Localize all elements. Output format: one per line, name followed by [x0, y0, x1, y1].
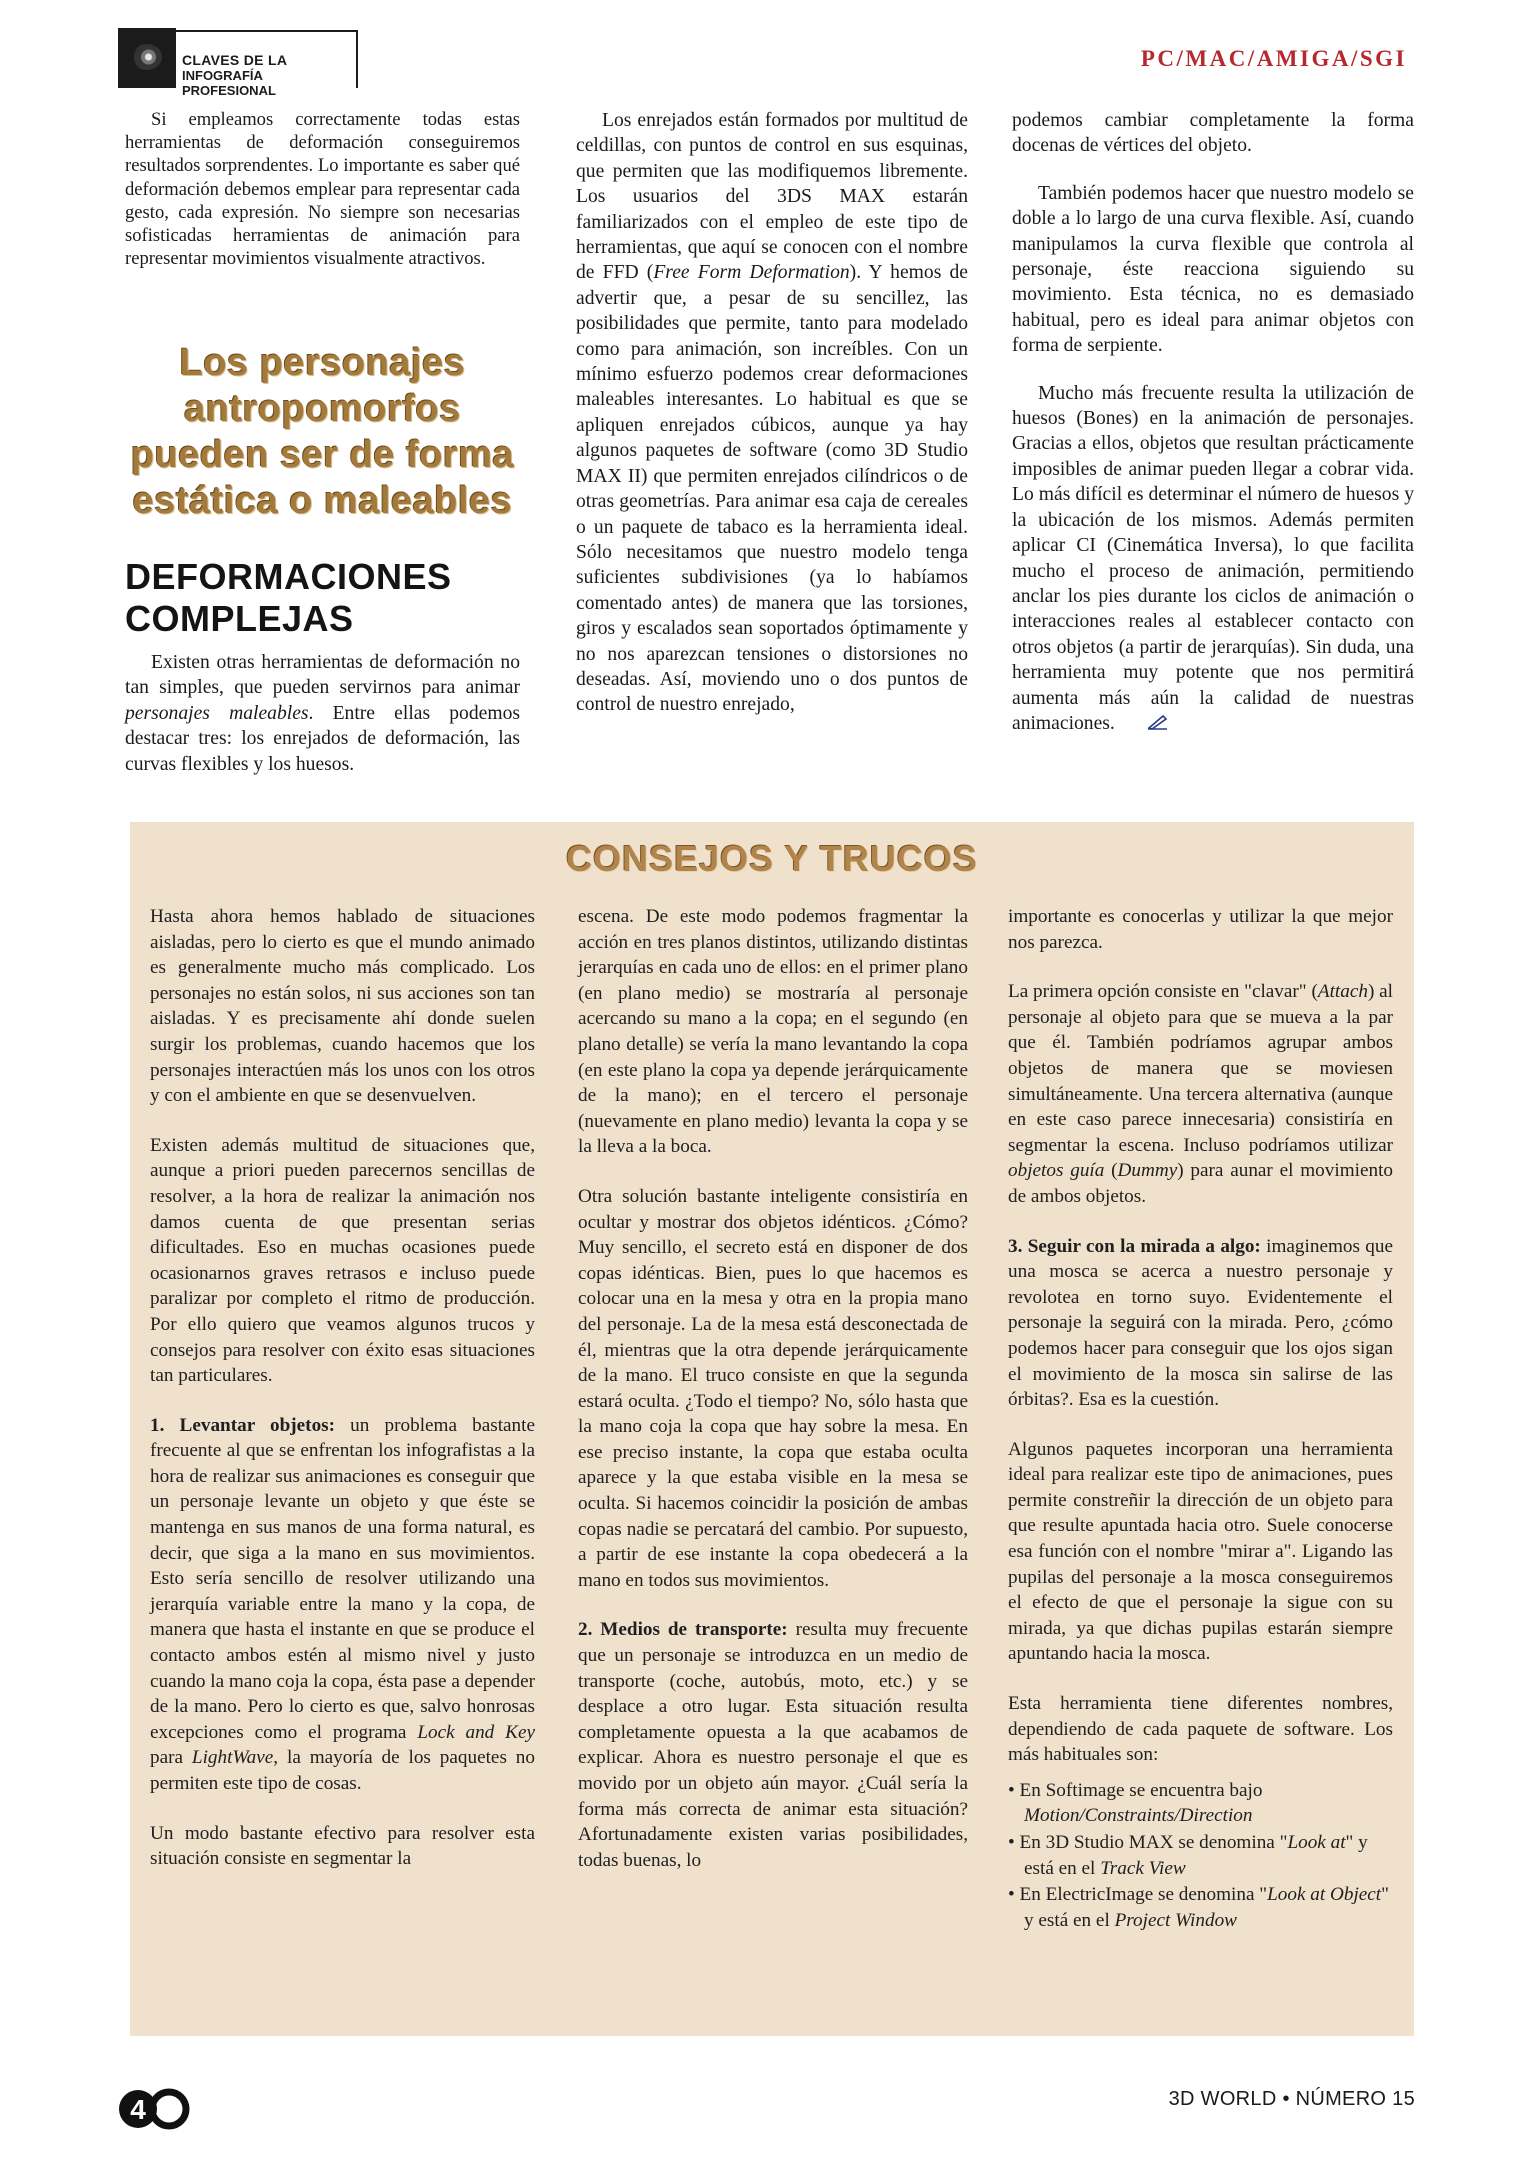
pull-quote: Los personajes antropomorfos pueden ser de forma estática o maleables: [130, 342, 515, 522]
paragraph: 2. Medios de transporte: resulta muy frecuente que un personaje se introduzca en un medio de transporte (coche, autobús, moto, etc.) y se desplace a otro lugar. Esta situación resulta completamente opuesta a la que acabamos de explicar. Ahora es nuestro personaje el que es movido por un objeto aún mayor. ¿Cuál sería la forma más correcta de animar esta situación? Afortunadamente existen varias posibilidades, todas buenas, lo: [578, 1619, 969, 1871]
page-number: [118, 2082, 190, 2136]
pen-end-mark-icon: [1121, 712, 1169, 737]
article-column-1-continued: [125, 650, 520, 799]
section-logo: [118, 28, 358, 98]
paragraph: Mucho más frecuente resulta la utilización de huesos (Bones) en la animación de personajes. Gracias a ellos, objetos que resultan prácticamente imposibles de animar pueden llegar a cobrar vida. Lo más difícil es determinar el número de huesos y la ubicación de los mismos. Además permiten aplicar CI (Cinemática Inversa), lo que facilita mucho el proceso de animación, permitiendo anclar los pies durante los ciclos de animación o interacciones reales al establecer contacto con otros objetos (a partir de jerarquías). Sin duda, una herramienta muy potente que nos permitirá aumenta más aún la calidad de nuestras animaciones.: [1012, 381, 1414, 737]
paragraph: importante es conocerlas y utilizar la que mejor nos parezca.: [1008, 906, 1393, 953]
software-list: [1008, 1778, 1393, 1934]
logo-eye-icon: [118, 28, 176, 88]
tips-title: CONSEJOS Y TRUCOS: [566, 838, 978, 879]
paragraph: Existen además multitud de situaciones que, aunque a priori pueden parecernos sencillas de resolver, a la hora de realizar la animación nos damos cuenta de que presentan serias dificultades. Eso en muchas ocasiones puede ocasionarnos graves retrasos e incluso puede paralizar por completo el ritmo de producción. Por ello quiero que veamos algunos trucos y consejos para resolver con éxito esas situaciones tan particulares.: [150, 1134, 535, 1387]
article-column-3: [1012, 108, 1414, 759]
paragraph: escena. De este modo podemos fragmentar la acción en tres planos distintos, utilizando distintas jerarquías en cada uno de ellos: en el primer plano (en plano medio) se mostraría al personaje acercando su mano a la copa; en el segundo (en plano detalle) se vería la mano levantando la copa (en este plano la copa ya depende jerárquicamente de la mano); en el tercero el personaje (nuevamente en plano medio) levanta la copa y se la lleva a la boca.: [578, 906, 968, 1158]
paragraph: Existen otras herramientas de deformación no tan simples, que pueden servirnos para animar personajes maleables. Entre ellas podemos destacar tres: los enrejados de deformación, las curvas flexibles y los huesos.: [125, 652, 520, 775]
logo-line-1: CLAVES DE LA: [182, 52, 288, 68]
paragraph: Los enrejados están formados por multitud de celdillas, con puntos de control en sus esquinas, que permiten que las modifiquemos libremente. Los usuarios del 3DS MAX estarán familiarizados con el empleo de este tipo de herramientas, que aquí se conocen con el nombre de FFD (Free Form Deformation). Y hemos de advertir que, a pesar de su sencillez, las posibilidades que permite, tanto para modelado como para animación, son increíbles. Con un mínimo esfuerzo podemos crear deformaciones maleables interesantes. Lo habitual es que se apliquen enrejados cúbicos, aunque ya hay algunos paquetes de software (como 3D Studio MAX II) que permiten enrejados cilíndricos o de otras geometrías. Para animar esa caja de cereales o un paquete de tabaco es la herramienta ideal. Sólo necesitamos que nuestro modelo tenga suficientes subdivisiones (ya lo habíamos comentado antes) de manera que las torsiones, giros y escalados sean soportados óptimamente y no nos aparezcan tensiones o distorsiones no deseadas. Así, moviendo uno o dos puntos de control de nuestro enrejado,: [576, 110, 968, 716]
tips-column-3: [1008, 904, 1393, 1934]
paragraph: 3. Seguir con la mirada a algo: imaginemos que una mosca se acerca a nuestro personaje y revolotea en torno suyo. Evidentemente el personaje la seguirá con la mirada. Pero, ¿cómo podemos hacer para conseguir que los ojos sigan el movimiento de la mosca sin salirse de las órbitas?. Esa es la cuestión.: [1008, 1235, 1393, 1411]
paragraph: También podemos hacer que nuestro modelo se doble a lo largo de una curva flexible. Así, cuando manipulamos la curva flexible que controla al personaje, éste reacciona siguiendo su movimiento. Esta técnica, no es demasiado habitual, pero es ideal para animar objetos con forma de serpiente.: [1012, 182, 1414, 357]
list-item: • En Softimage se encuentra bajo Motion/Constraints/Direction: [1008, 1778, 1393, 1829]
intro-paragraph: Si empleamos correctamente todas estas herramientas de deformación conseguiremos resultados sorprendentes. Lo importante es saber qué deformación debemos emplear para representar cada gesto, cada expresión. No siempre son necesarias sofisticadas herramientas de animación para representar movimientos visualmente atractivos.: [125, 109, 520, 270]
platforms-label: PC/MAC/AMIGA/SGI: [1140, 46, 1407, 71]
article-column-1: [125, 108, 520, 292]
logo-line-2: INFOGRAFÍA PROFESIONAL: [182, 68, 276, 98]
paragraph: Esta herramienta tiene diferentes nombres, dependiendo de cada paquete de software. Los más habituales son:: [1008, 1693, 1393, 1766]
section-heading: DEFORMACIONES COMPLEJAS: [125, 556, 452, 639]
tips-column-2: [578, 904, 968, 1897]
paragraph: Un modo bastante efectivo para resolver esta situación consiste en segmentar la: [150, 1822, 535, 1870]
paragraph: Otra solución bastante inteligente consistiría en ocultar y mostrar dos objetos idénticos. ¿Cómo? Muy sencillo, el secreto está en disponer de dos copas idénticas. Bien, pues lo que hacemos es colocar una en la mesa y otra en la propia mano del personaje. La de la mesa está desconectada de él, mientras que la otra depende jerárquicamente de la mano. El truco consiste en que la segunda estará oculta. ¿Todo el tiempo? No, sólo hasta que la mano coja la copa que hay sobre la mesa. En ese preciso instante, la copa que estaba oculta aparece y la que estaba visible en la mesa se oculta. Si hacemos coincidir la posición de ambas copas nadie se percatará del cambio. Por supuesto, a partir de ese instante la copa obedecerá a la mano en todos sus movimientos.: [578, 1185, 968, 1591]
magazine-issue: 3D WORLD • NÚMERO 15: [1168, 2088, 1415, 2110]
list-item: • En 3D Studio MAX se denomina "Look at" y está en el Track View: [1008, 1830, 1393, 1881]
list-item: • En ElectricImage se denomina "Look at Object" y está en el Project Window: [1008, 1882, 1393, 1933]
paragraph: La primera opción consiste en "clavar" (Attach) al personaje al objeto para que se mueva a la par que él. También podríamos agrupar ambos objetos de manera que se moviesen simultáneamente. Una tercera alternativa (aunque en este caso parece innecesaria) consistiría en segmentar la escena. Incluso podríamos utilizar objetos guía (Dummy) para aunar el movimiento de ambos objetos.: [1008, 981, 1393, 1207]
paragraph: Hasta ahora hemos hablado de situaciones aisladas, pero lo cierto es que el mundo animado es generalmente mucho más complicado. Los personajes no están solos, ni sus acciones son tan aisladas. Y es precisamente ahí donde suelen surgir los problemas, cuando hacemos que los personajes interactúen más los unos con los otros y con el ambiente en que se desenvuelven.: [150, 906, 535, 1107]
page-number-digit-1: 4: [130, 2094, 146, 2125]
paragraph: podemos cambiar completamente la forma docenas de vértices del objeto.: [1012, 110, 1414, 157]
tips-column-1: [150, 904, 535, 1896]
paragraph: Algunos paquetes incorporan una herramienta ideal para realizar este tipo de animaciones, pues permite constreñir la dirección de un objeto para que resulte apuntada hacia otro. Suele conocerse esa función con el nombre "mirar a". Ligando las pupilas del personaje a la mosca conseguiremos el efecto de que el personaje la sigue con su mirada, ya que dichas pupilas estarán siempre apuntando hacia la mosca.: [1008, 1438, 1393, 1665]
article-column-2: [576, 108, 968, 740]
paragraph: 1. Levantar objetos: un problema bastante frecuente al que se enfrentan los infografistas a la hora de realizar sus animaciones es conseguir que un personaje levante un objeto y que éste se mantenga en sus manos de una forma natural, es decir, que siga a la mano en sus movimientos. Esto sería sencillo de resolver utilizando una jerarquía variable entre la mano y la copa, de manera que hasta el instante en que se produce el contacto ambos estén al mismo nivel y justo cuando la mano coja la copa, ésta pase a depender de la mano. Pero lo cierto es que, salvo honrosas excepciones como el programa Lock and Key para LightWave, la mayoría de los paquetes no permiten este tipo de cosas.: [150, 1414, 535, 1794]
